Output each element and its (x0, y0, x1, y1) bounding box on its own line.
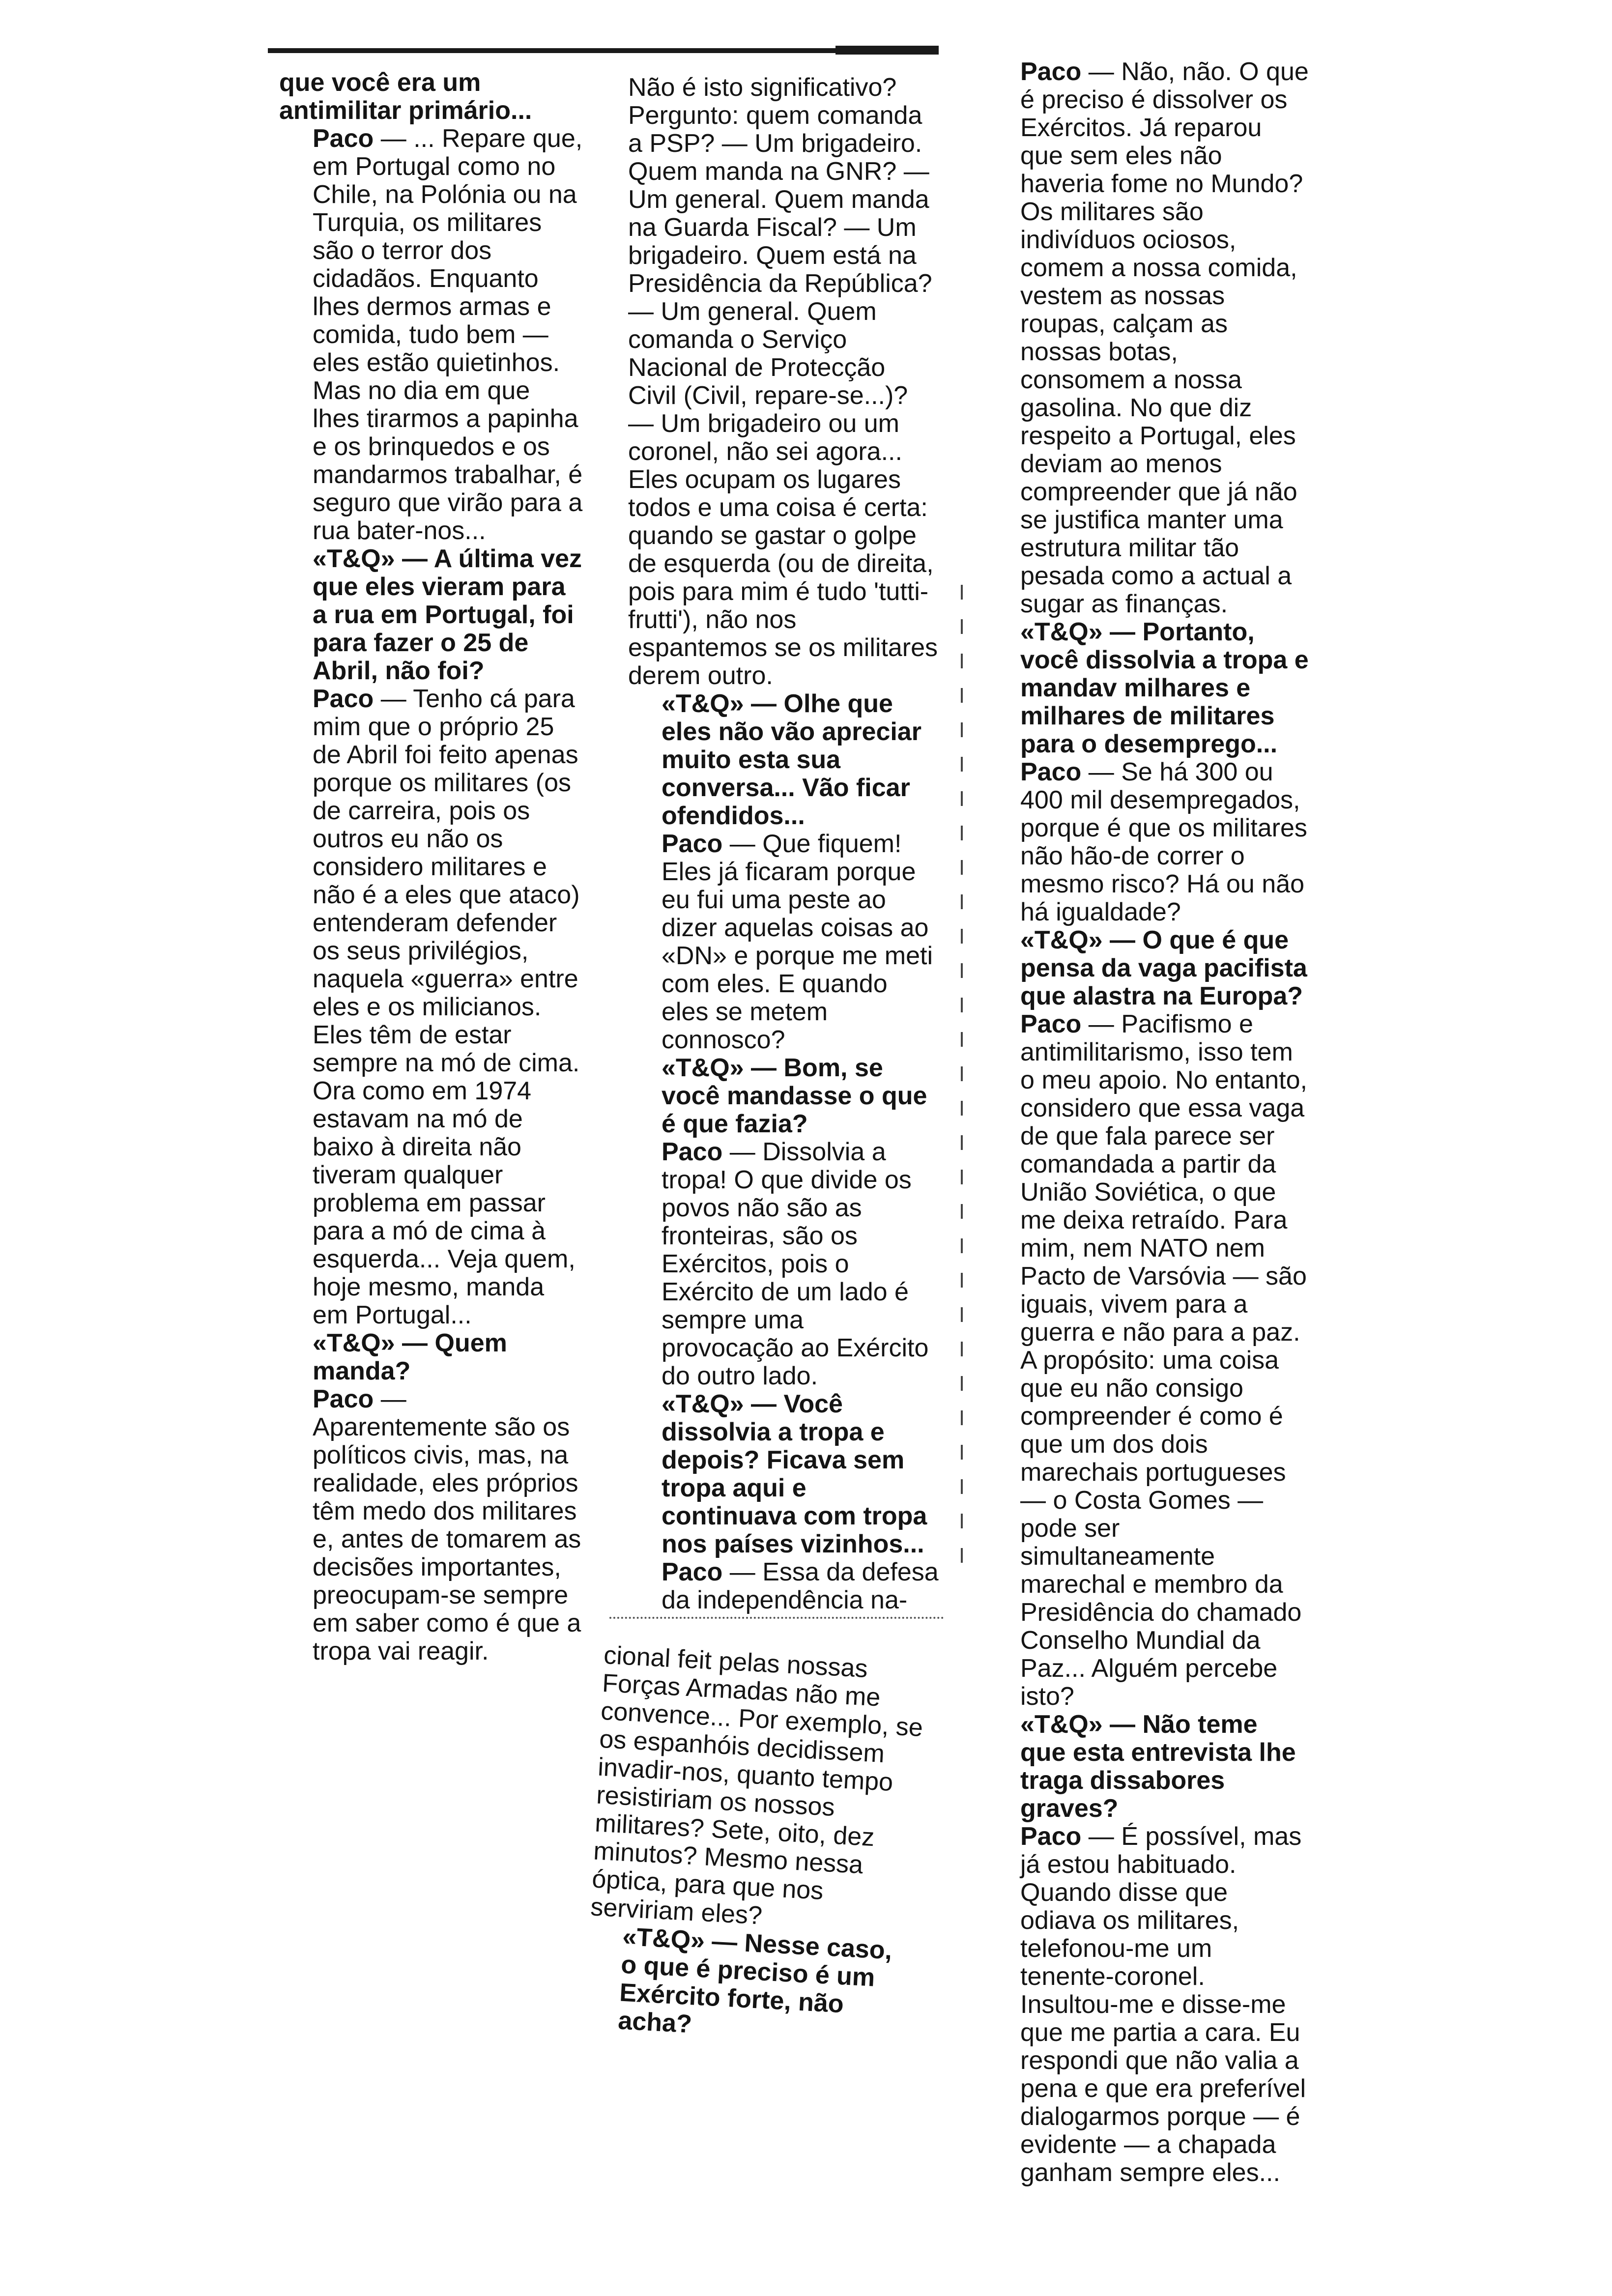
question-paragraph: «T&Q» — Portanto, você dissolvia a tropa e mandav milhares e milhares de militares para o desemprego... (1020, 618, 1309, 758)
answer-text: — Aparentemente são os políticos civis, mas, na realidade, eles próprios têm medo dos militares e, antes de tomarem as decisões importantes, preocupam-se sempre em saber como é que a tropa vai reagir. (313, 1385, 581, 1665)
answer-text: — Se há 300 ou 400 mil desempregados, porque é que os militares não hão-de correr o mesmo risco? Há ou não há igualdade? (1020, 758, 1307, 926)
question-paragraph: «T&Q» — Bom, se você mandasse o que é que fazia? (662, 1054, 927, 1138)
column-2 (628, 74, 939, 1614)
answer-paragraph (987, 1010, 1309, 1711)
speaker-name: Paco (662, 1558, 723, 1586)
column-3 (987, 58, 1309, 2187)
column-separator (609, 1617, 944, 1619)
speaker-name: Paco (1020, 758, 1082, 786)
column-2-continuation (584, 1641, 928, 2050)
answer-paragraph (279, 1385, 584, 1665)
speaker-name: Paco (662, 1138, 723, 1166)
speaker-name: Paco (313, 124, 374, 153)
answer-text: — É possível, mas já estou habituado. Quando disse que odiava os militares, telefonou-me um tenente-coronel. Insultou-me e disse-me que me partia a cara. Eu respondi que não valia a pena e que era preferível dialogarmos porque — é evidente — a chapada ganham sempre eles... (1020, 1822, 1306, 2187)
question-paragraph: «T&Q» — A última vez que eles vieram para a rua em Portugal, foi para fazer o 25 de Abril, não foi? (313, 545, 582, 685)
speaker-name: Paco (1020, 1010, 1082, 1038)
answer-text: — ... Repare que, em Portugal como no Chile, na Polónia ou na Turquia, os militares são o terror dos cidadãos. Enquanto lhes dermos armas e comida, tudo bem — eles estão quietinhos. Mas no dia em que lhes tirarmos a papinha e os brinquedos e os mandarmos trabalhar, é seguro que virão para a rua bater-nos... (313, 124, 583, 545)
answer-text: — Dissolvia a tropa! O que divide os povos não são as fronteiras, são os Exércitos, pois o Exército de um lado é sempre uma provocação ao Exército do outro lado. (662, 1138, 929, 1390)
question-paragraph: «T&Q» — Quem manda? (313, 1329, 507, 1385)
answer-text: — Não, não. O que é preciso é dissolver os Exércitos. Já reparou que sem eles não haveria fome no Mundo? Os militares são indivíduos ociosos, comem a nossa comida, vestem as nossas roupas, calçam as nossas botas, consomem a nossa gasolina. No que diz respeito a Portugal, eles deviam ao menos compreender que já não se justifica manter uma estrutura militar tão pesada como a actual a sugar as finanças. (1020, 57, 1309, 618)
answer-paragraph (987, 1823, 1309, 2187)
answer-paragraph (987, 58, 1309, 618)
top-rule-thick (835, 46, 939, 55)
question-paragraph: «T&Q» — Olhe que eles não vão apreciar muito esta sua conversa... Vão ficar ofendidos... (662, 689, 921, 830)
answer-text: — Tenho cá para mim que o próprio 25 de Abril foi feito apenas porque os militares (os de carreira, pois os outros eu não os considero militares e não é a eles que ataco) entenderam defender os seus privilégios, naquela «guerra» entre eles e os milicianos. Eles têm de estar sempre na mó de cima. Ora como em 1974 estavam na mó de baixo à direita não tiveram qualquer problema em passar para a mó de cima à esquerda... Veja quem, hoje mesmo, manda em Portugal... (313, 685, 580, 1329)
speaker-name: Paco (313, 1385, 374, 1413)
question-paragraph: «T&Q» — Você dissolvia a tropa e depois? Ficava sem tropa aqui e continuava com tropa nos países vizinhos... (662, 1390, 927, 1558)
speaker-name: Paco (662, 830, 723, 858)
answer-text: — Essa da defesa da independência na- (662, 1558, 939, 1614)
body-paragraph: cional feit pelas nossas Forças Armadas não me convence... Por exemplo, se os espanhóis decidissem invadir-nos, quanto tempo resistiriam os nossos militares? Sete, oito, dez minutos? Mesmo nessa óptica, para que nos serviriam eles? (590, 1641, 924, 1930)
question-paragraph: «T&Q» — Não teme que esta entrevista lhe traga dissabores graves? (1020, 1710, 1296, 1823)
vertical-divider (961, 585, 963, 1568)
answer-paragraph (628, 1138, 939, 1390)
answer-text: — Pacifismo e antimilitarismo, isso tem o meu apoio. No entanto, considero que essa vaga de que fala parece ser comandada a partir da União Soviética, o que me deixa retraído. Para mim, nem NATO nem Pacto de Varsóvia — são iguais, vivem para a guerra e não para a paz. A propósito: uma coisa que eu não consigo compreender é como é que um dos dois marechais portugueses — o Costa Gomes — pode ser simultaneamente marechal e membro da Presidência do chamado Conselho Mundial da Paz... Alguém percebe isto? (1020, 1010, 1307, 1711)
answer-paragraph (987, 758, 1309, 926)
answer-paragraph (279, 125, 584, 545)
answer-text: — Que fiquem! Eles já ficaram porque eu fui uma peste ao dizer aquelas coisas ao «DN» e porque me meti com eles. E quando eles se metem connosco? (662, 830, 933, 1054)
answer-paragraph (279, 685, 584, 1329)
question-paragraph: «T&Q» — O que é que pensa da vaga pacifista que alastra na Europa? (1020, 926, 1307, 1010)
speaker-name: Paco (1020, 1822, 1082, 1851)
speaker-name: Paco (313, 685, 374, 713)
question-paragraph: que você era um antimilitar primário... (279, 68, 532, 125)
question-paragraph: «T&Q» — Nesse caso, o que é preciso é um Exército forte, não acha? (617, 1922, 893, 2039)
answer-paragraph (628, 830, 939, 1054)
column-1 (279, 69, 584, 1665)
answer-paragraph (628, 1558, 939, 1614)
body-paragraph: Não é isto significativo? Pergunto: quem comanda a PSP? — Um brigadeiro. Quem manda na GNR? — Um general. Quem manda na Guarda Fiscal? — Um brigadeiro. Quem está na Presidência da República? — Um general. Quem comanda o Serviço Nacional de Protecção Civil (Civil, repare-se...)? — Um brigadeiro ou um coronel, não sei agora... Eles ocupam os lugares todos e uma coisa é certa: quando se gastar o golpe de esquerda (ou de direita, pois para mim é tudo 'tutti-frutti'), não nos espantemos se os militares derem outro. (628, 73, 938, 690)
speaker-name: Paco (1020, 57, 1082, 86)
